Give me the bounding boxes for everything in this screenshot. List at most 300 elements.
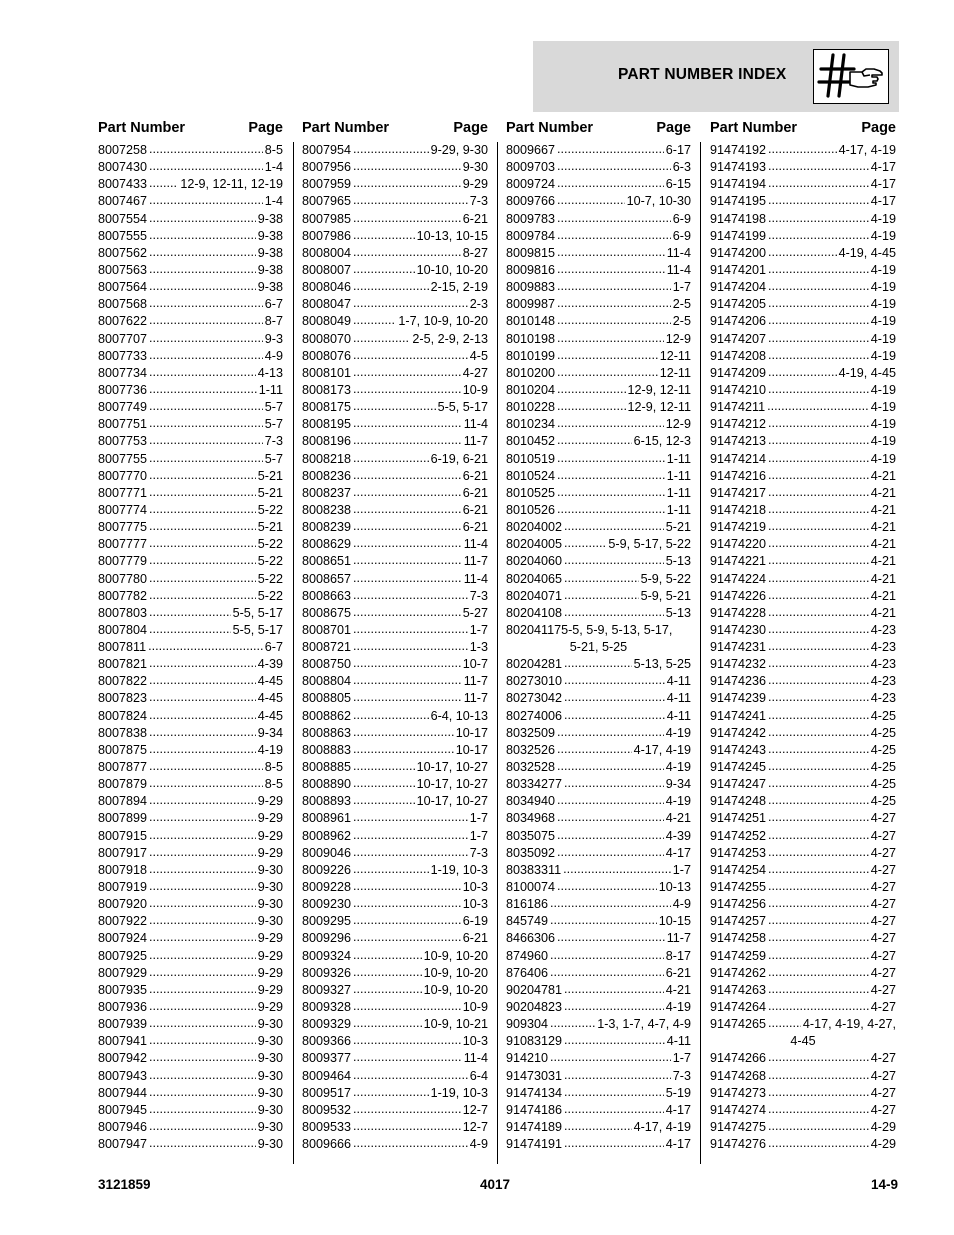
index-entry xyxy=(710,759,896,776)
part-number: 91474211 xyxy=(710,400,766,415)
dot-leader xyxy=(768,707,869,724)
page-ref: 11-4 xyxy=(463,1051,488,1066)
page-ref: 10-9 xyxy=(462,1000,488,1015)
page-ref: 1-11 xyxy=(666,485,691,500)
index-entry xyxy=(710,810,896,827)
index-entry xyxy=(302,502,488,519)
part-number: 91474216 xyxy=(710,468,767,483)
index-entry xyxy=(98,948,283,965)
page-ref: 4-19 xyxy=(870,228,896,243)
dot-leader xyxy=(550,1049,671,1066)
index-entry xyxy=(302,1136,488,1153)
dot-leader xyxy=(557,141,664,158)
dot-leader xyxy=(564,587,639,604)
part-number: 8007622 xyxy=(98,314,148,329)
part-number: 91474242 xyxy=(710,725,767,740)
index-entry xyxy=(710,571,896,588)
dot-leader xyxy=(557,432,632,449)
page-ref: 4-23 xyxy=(870,691,896,706)
page-ref: 4-23 xyxy=(870,622,896,637)
index-entry xyxy=(506,776,691,793)
index-entry xyxy=(506,211,691,228)
dot-leader xyxy=(149,707,256,724)
dot-leader xyxy=(353,535,462,552)
page-ref: 4-21 xyxy=(870,605,896,620)
dot-leader xyxy=(768,878,869,895)
dot-leader xyxy=(353,604,461,621)
part-number: 91474204 xyxy=(710,280,767,295)
page-ref: 5-21 xyxy=(665,520,691,535)
page-ref: 9-29 xyxy=(257,794,283,809)
dot-leader xyxy=(557,398,625,415)
part-number: 8007942 xyxy=(98,1051,148,1066)
dot-leader xyxy=(550,1015,595,1032)
part-number: 91474268 xyxy=(710,1068,767,1083)
dot-leader xyxy=(353,1118,461,1135)
index-entry xyxy=(302,691,488,708)
part-number: 91474239 xyxy=(710,691,767,706)
index-entry xyxy=(710,965,896,982)
part-number: 8009703 xyxy=(506,160,556,175)
index-entry xyxy=(710,656,896,673)
dot-leader xyxy=(149,1084,256,1101)
index-entry xyxy=(302,1050,488,1067)
index-entry xyxy=(506,553,691,570)
index-entry xyxy=(710,536,896,553)
page-ref: 4-27 xyxy=(870,1102,896,1117)
page-ref: 8-5 xyxy=(264,777,283,792)
page-heading: Page xyxy=(453,120,488,136)
dot-leader xyxy=(149,330,263,347)
dot-leader xyxy=(557,929,665,946)
part-number: 8010234 xyxy=(506,417,556,432)
part-number: 8009327 xyxy=(302,982,352,997)
part-number: 8008675 xyxy=(302,605,352,620)
page-ref: 4-21 xyxy=(870,502,896,517)
dot-leader xyxy=(557,364,658,381)
page-ref: 5-13 xyxy=(665,554,691,569)
page-ref: 5-5, 5-9, 5-13, 5-17, xyxy=(561,622,673,637)
index-entry xyxy=(710,142,896,159)
part-number: 8008750 xyxy=(302,657,352,672)
dot-leader xyxy=(768,827,869,844)
index-entry xyxy=(710,433,896,450)
index-entry xyxy=(98,399,283,416)
page-ref: 9-29 xyxy=(257,1000,283,1015)
index-entry xyxy=(506,399,691,416)
index-entry xyxy=(98,382,283,399)
page-ref: 4-19 xyxy=(870,382,896,397)
dot-leader xyxy=(768,467,869,484)
index-entry xyxy=(98,228,283,245)
part-number: 8007924 xyxy=(98,931,148,946)
page-ref: 4-45 xyxy=(257,708,283,723)
dot-leader xyxy=(149,432,263,449)
page-ref: 9-30 xyxy=(257,1102,283,1117)
part-number: 8007775 xyxy=(98,520,148,535)
part-number: 91474255 xyxy=(710,880,767,895)
page-ref: 4-17, 4-19, 4-27, xyxy=(802,1017,896,1032)
dot-leader xyxy=(353,1135,468,1152)
dot-leader xyxy=(768,844,869,861)
index-entry xyxy=(98,639,283,656)
part-number: 8007918 xyxy=(98,862,148,877)
page-ref: 7-3 xyxy=(469,194,488,209)
index-entry xyxy=(98,759,283,776)
part-number: 8008862 xyxy=(302,708,352,723)
index-entry xyxy=(302,228,488,245)
index-entry xyxy=(302,845,488,862)
dot-leader xyxy=(557,792,664,809)
page-ref: 5-9, 5-22 xyxy=(640,571,691,586)
dot-leader xyxy=(768,295,869,312)
part-number-heading: Part Number xyxy=(98,120,186,136)
part-number: 8007433 xyxy=(98,177,148,192)
dot-leader xyxy=(557,330,664,347)
dot-leader xyxy=(149,175,178,192)
index-entry xyxy=(98,913,283,930)
part-number: 874960 xyxy=(506,948,549,963)
part-number: 91474251 xyxy=(710,811,767,826)
dot-leader xyxy=(353,844,468,861)
column-divider xyxy=(700,142,701,1164)
dot-leader xyxy=(149,878,256,895)
dot-leader xyxy=(149,672,256,689)
part-number: 8008218 xyxy=(302,451,352,466)
index-entry xyxy=(710,1085,896,1102)
index-entry xyxy=(710,1136,896,1153)
page-ref: 4-27 xyxy=(870,862,896,877)
index-entry xyxy=(302,810,488,827)
index-entry xyxy=(506,605,691,622)
part-number: 8007822 xyxy=(98,674,148,689)
part-number: 8010524 xyxy=(506,468,556,483)
part-number: 8007985 xyxy=(302,211,352,226)
dot-leader xyxy=(768,638,869,655)
part-number: 8100074 xyxy=(506,880,556,895)
index-entry xyxy=(302,348,488,365)
dot-leader xyxy=(353,1067,468,1084)
page-ref: 4-5 xyxy=(469,348,488,363)
column-header xyxy=(506,118,691,142)
index-entry xyxy=(98,845,283,862)
page-ref: 10-17, 10-27 xyxy=(416,794,488,809)
part-number: 8009046 xyxy=(302,845,352,860)
index-entry xyxy=(710,451,896,468)
entry-list xyxy=(98,142,283,1153)
column-header xyxy=(302,118,488,142)
column-divider xyxy=(293,142,294,1164)
part-number: 8007917 xyxy=(98,845,148,860)
dot-leader xyxy=(768,1067,869,1084)
part-number: 8008076 xyxy=(302,348,352,363)
index-entry xyxy=(710,828,896,845)
index-entry xyxy=(710,348,896,365)
page-ref: 5-5, 5-17 xyxy=(232,622,283,637)
part-number: 91474254 xyxy=(710,862,767,877)
index-entry xyxy=(98,793,283,810)
part-number: 8007774 xyxy=(98,502,148,517)
part-number: 8007922 xyxy=(98,914,148,929)
part-number: 8008046 xyxy=(302,280,352,295)
page-ref: 2-5 xyxy=(672,297,691,312)
index-entry xyxy=(302,828,488,845)
page-ref: 4-23 xyxy=(870,640,896,655)
dot-leader xyxy=(353,895,461,912)
dot-leader xyxy=(149,1118,256,1135)
index-entry xyxy=(710,673,896,690)
part-number: 8008885 xyxy=(302,760,352,775)
part-number: 91474198 xyxy=(710,211,767,226)
part-number: 8007430 xyxy=(98,160,148,175)
part-number: 91474220 xyxy=(710,537,767,552)
index-entry-continuation xyxy=(710,1033,896,1050)
part-number: 8009326 xyxy=(302,965,352,980)
index-entry xyxy=(302,930,488,947)
part-number: 80383311 xyxy=(506,862,562,877)
dot-leader xyxy=(149,604,231,621)
page-ref: 6-15 xyxy=(665,177,691,192)
dot-leader xyxy=(353,1084,429,1101)
index-entry xyxy=(302,639,488,656)
part-number: 8008721 xyxy=(302,640,352,655)
index-entry xyxy=(506,1136,691,1153)
part-number: 91474243 xyxy=(710,742,767,757)
page-ref: 5-7 xyxy=(264,400,283,415)
dot-leader xyxy=(768,381,869,398)
part-number: 8009533 xyxy=(302,1120,352,1134)
part-number: 8007899 xyxy=(98,811,148,826)
index-entry xyxy=(506,742,691,759)
index-entry xyxy=(710,159,896,176)
part-number: 8007894 xyxy=(98,794,148,809)
index-entry xyxy=(98,1085,283,1102)
part-number: 8008237 xyxy=(302,485,352,500)
dot-leader xyxy=(353,1015,422,1032)
page-ref: 4-17 xyxy=(665,1102,691,1117)
index-entry xyxy=(302,331,488,348)
dot-leader xyxy=(353,432,462,449)
index-entry xyxy=(98,896,283,913)
index-entry xyxy=(710,708,896,725)
index-entry xyxy=(98,262,283,279)
page-ref: 9-30 xyxy=(257,1017,283,1032)
page-ref: 4-21 xyxy=(870,537,896,552)
entry-list xyxy=(506,142,691,1153)
page-ref: 4-27 xyxy=(870,1085,896,1100)
dot-leader xyxy=(768,244,837,261)
part-number: 8009328 xyxy=(302,1000,352,1015)
page-ref: 11-7 xyxy=(463,674,488,689)
dot-leader xyxy=(149,775,263,792)
part-number: 8034940 xyxy=(506,794,556,809)
part-number: 80204065 xyxy=(506,571,563,586)
index-entry xyxy=(302,485,488,502)
page-ref: 1-7 xyxy=(672,862,691,877)
dot-leader xyxy=(353,912,461,929)
index-entry xyxy=(506,999,691,1016)
part-number: 8007554 xyxy=(98,211,148,226)
page-ref: 4-19 xyxy=(870,331,896,346)
part-number: 90204781 xyxy=(506,982,563,997)
dot-leader xyxy=(353,518,461,535)
dot-leader xyxy=(564,604,664,621)
part-number: 8007811 xyxy=(98,640,147,655)
page-ref: 4-25 xyxy=(870,777,896,792)
part-number: 91474214 xyxy=(710,451,767,466)
dot-leader xyxy=(353,158,461,175)
page-ref: 4-21 xyxy=(870,554,896,569)
part-number: 91474221 xyxy=(710,554,767,569)
dot-leader xyxy=(353,192,468,209)
dot-leader xyxy=(557,210,671,227)
page-ref: 5-5, 5-17 xyxy=(437,400,488,415)
part-number: 8032509 xyxy=(506,725,556,740)
dot-leader xyxy=(149,450,263,467)
index-entry xyxy=(506,348,691,365)
index-entry xyxy=(506,1119,691,1136)
part-number: 91474231 xyxy=(710,640,767,655)
part-number: 8007959 xyxy=(302,177,352,192)
index-entry xyxy=(98,742,283,759)
dot-leader xyxy=(768,415,869,432)
part-number: 8009815 xyxy=(506,245,556,260)
part-number: 8007804 xyxy=(98,622,148,637)
index-entry xyxy=(710,365,896,382)
index-entry xyxy=(98,1102,283,1119)
index-entry xyxy=(710,588,896,605)
index-entry xyxy=(98,673,283,690)
dot-leader xyxy=(768,1135,869,1152)
page-ref: 9-30 xyxy=(257,1120,283,1134)
index-entry xyxy=(98,725,283,742)
part-number: 91474248 xyxy=(710,794,767,809)
part-number: 91474210 xyxy=(710,382,767,397)
dot-leader xyxy=(768,158,869,175)
dot-leader xyxy=(353,450,429,467)
page-ref: 2-15, 2-19 xyxy=(430,280,488,295)
part-number: 8008629 xyxy=(302,537,352,552)
part-number: 91474218 xyxy=(710,502,767,517)
page-ref: 1-11 xyxy=(666,451,691,466)
dot-leader xyxy=(353,672,462,689)
page-ref: 7-3 xyxy=(672,1068,691,1083)
page-ref: 1-4 xyxy=(264,160,283,175)
dot-leader xyxy=(353,484,461,501)
index-entry xyxy=(302,1119,488,1136)
page-ref: 12-11 xyxy=(659,365,691,380)
part-number: 8008049 xyxy=(302,314,352,329)
index-entry xyxy=(506,142,691,159)
part-number: 8007782 xyxy=(98,588,148,603)
page-ref: 10-7 xyxy=(462,657,488,672)
page-ref: 1-7 xyxy=(469,828,488,843)
page-ref: 10-17 xyxy=(455,742,488,757)
page-ref: 1-11 xyxy=(666,502,691,517)
page-ref: 10-3 xyxy=(462,880,488,895)
index-entry xyxy=(302,382,488,399)
page-ref: 9-38 xyxy=(257,228,283,243)
index-entry xyxy=(98,176,283,193)
part-number: 80204060 xyxy=(506,554,563,569)
part-number: 8034968 xyxy=(506,811,556,826)
page-ref: 9-30 xyxy=(257,1068,283,1083)
index-entry xyxy=(710,485,896,502)
page-ref: 9-30 xyxy=(257,897,283,912)
page-ref: 4-21 xyxy=(665,982,691,997)
page-ref: 7-3 xyxy=(264,434,283,449)
index-entry xyxy=(506,588,691,605)
part-number: 91474226 xyxy=(710,588,767,603)
hash-pointing-hand-icon xyxy=(813,49,889,104)
part-number: 8009666 xyxy=(302,1137,352,1152)
part-number: 8007568 xyxy=(98,297,148,312)
page-ref: 4-25 xyxy=(870,742,896,757)
dot-leader xyxy=(353,330,410,347)
index-entry xyxy=(710,262,896,279)
dot-leader xyxy=(768,1049,869,1066)
page-ref: 9-29 xyxy=(257,811,283,826)
page-ref: 5-19 xyxy=(665,1085,691,1100)
page-ref: 6-19, 6-21 xyxy=(430,451,488,466)
page-ref: 4-19 xyxy=(870,434,896,449)
index-entry xyxy=(710,211,896,228)
page-ref: 11-4 xyxy=(666,262,691,277)
page-ref: 4-19 xyxy=(665,1000,691,1015)
index-entry xyxy=(710,605,896,622)
part-number: 91474236 xyxy=(710,674,767,689)
part-number: 8007467 xyxy=(98,194,148,209)
page-ref: 5-21, 5-25 xyxy=(569,640,628,655)
page-ref: 5-7 xyxy=(264,417,283,432)
dot-leader xyxy=(557,450,665,467)
part-number: 8009987 xyxy=(506,297,556,312)
part-number: 8007821 xyxy=(98,657,148,672)
part-number: 8007803 xyxy=(98,605,148,620)
page-ref: 4-19 xyxy=(665,794,691,809)
dot-leader xyxy=(564,552,664,569)
index-entry xyxy=(710,913,896,930)
page-ref: 4-11 xyxy=(666,1034,691,1049)
index-entry xyxy=(302,588,488,605)
dot-leader xyxy=(768,484,869,501)
index-entry xyxy=(506,725,691,742)
page-ref: 1-19, 10-3 xyxy=(430,862,488,877)
part-number: 8008101 xyxy=(302,365,352,380)
part-number: 876406 xyxy=(506,965,549,980)
part-number: 8009228 xyxy=(302,880,352,895)
page-ref: 6-21 xyxy=(462,502,488,517)
part-number: 8007707 xyxy=(98,331,148,346)
dot-leader xyxy=(353,655,461,672)
index-entry xyxy=(302,708,488,725)
part-number: 8008657 xyxy=(302,571,352,586)
page-ref: 6-21 xyxy=(462,211,488,226)
page-ref: 7-3 xyxy=(469,588,488,603)
dot-leader xyxy=(149,587,256,604)
part-number: 8009295 xyxy=(302,914,352,929)
dot-leader xyxy=(149,947,256,964)
page-ref: 4-27 xyxy=(870,1051,896,1066)
dot-leader xyxy=(149,467,256,484)
dot-leader xyxy=(353,689,462,706)
dot-leader xyxy=(149,312,263,329)
dot-leader xyxy=(149,758,263,775)
page-ref: 4-27 xyxy=(870,965,896,980)
part-number: 91474252 xyxy=(710,828,767,843)
index-entry xyxy=(710,879,896,896)
part-number: 8008890 xyxy=(302,777,352,792)
